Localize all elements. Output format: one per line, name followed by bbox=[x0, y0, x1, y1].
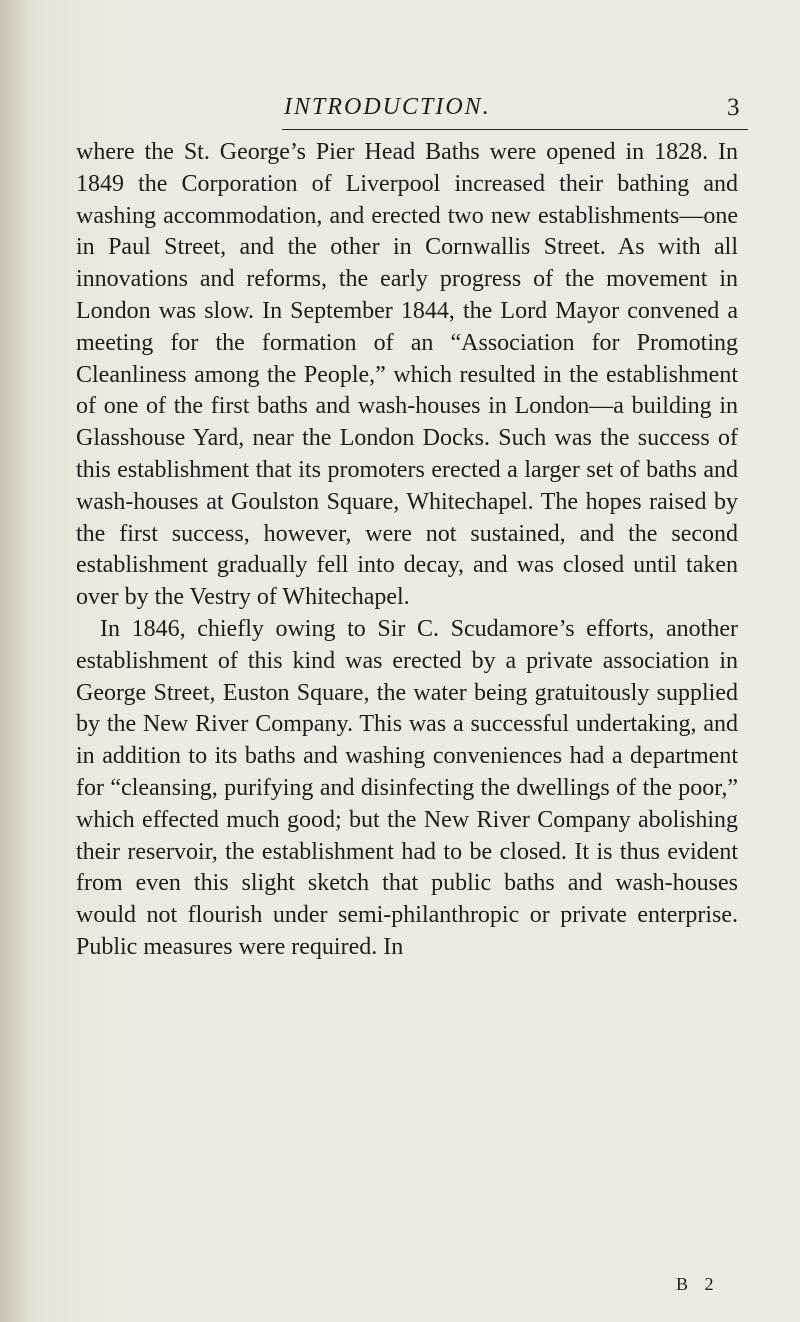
page-header bbox=[0, 92, 800, 132]
paragraph-2: In 1846, chiefly owing to Sir C. Scudamore’s efforts, another establishment of this kind was erected by a private association in George Street, Euston Square, the water being gratuitously supplied by the New River Company. This was a successful undertaking, and in addition to its baths and washing conveniences had a department for “cleansing, purifying and disinfecting the dwellings of the poor,” which effected much good; but the New River Company abolishing their reservoir, the establishment had to be closed. It is thus evident from even this slight sketch that public baths and wash-houses would not flourish under semi-philanthropic or private enterprise. Public measures were required. In bbox=[76, 615, 738, 960]
page-number: 3 bbox=[727, 94, 740, 121]
paragraph-1: where the St. George’s Pier Head Baths were opened in 1828. In 1849 the Corporation of Liverpool increased their bathing and washing accommodation, and erected two new establishments—one in Paul Street, and the other in Cornwallis Street. As with all innovations and reforms, the early progress of the movement in London was slow. In September 1844, the Lord Mayor convened a meeting for the formation of an “Association for Promoting Cleanliness among the People,” which resulted in the establishment of one of the first baths and wash-houses in London—a building in Glasshouse Yard, near the London Docks. Such was the success of this establishment that its promoters erected a larger set of baths and wash-houses at Goulston Square, Whitechapel. The hopes raised by the first success, however, were not sustained, and the second establishment gradually fell into decay, and was closed until taken over by the Vestry of Whitechapel. bbox=[76, 139, 738, 611]
running-head: INTRODUCTION. bbox=[284, 94, 491, 120]
page-edge-shadow bbox=[0, 0, 28, 1322]
body-text bbox=[76, 137, 738, 964]
signature-mark: B 2 bbox=[676, 1274, 720, 1294]
header-rule bbox=[282, 129, 748, 130]
